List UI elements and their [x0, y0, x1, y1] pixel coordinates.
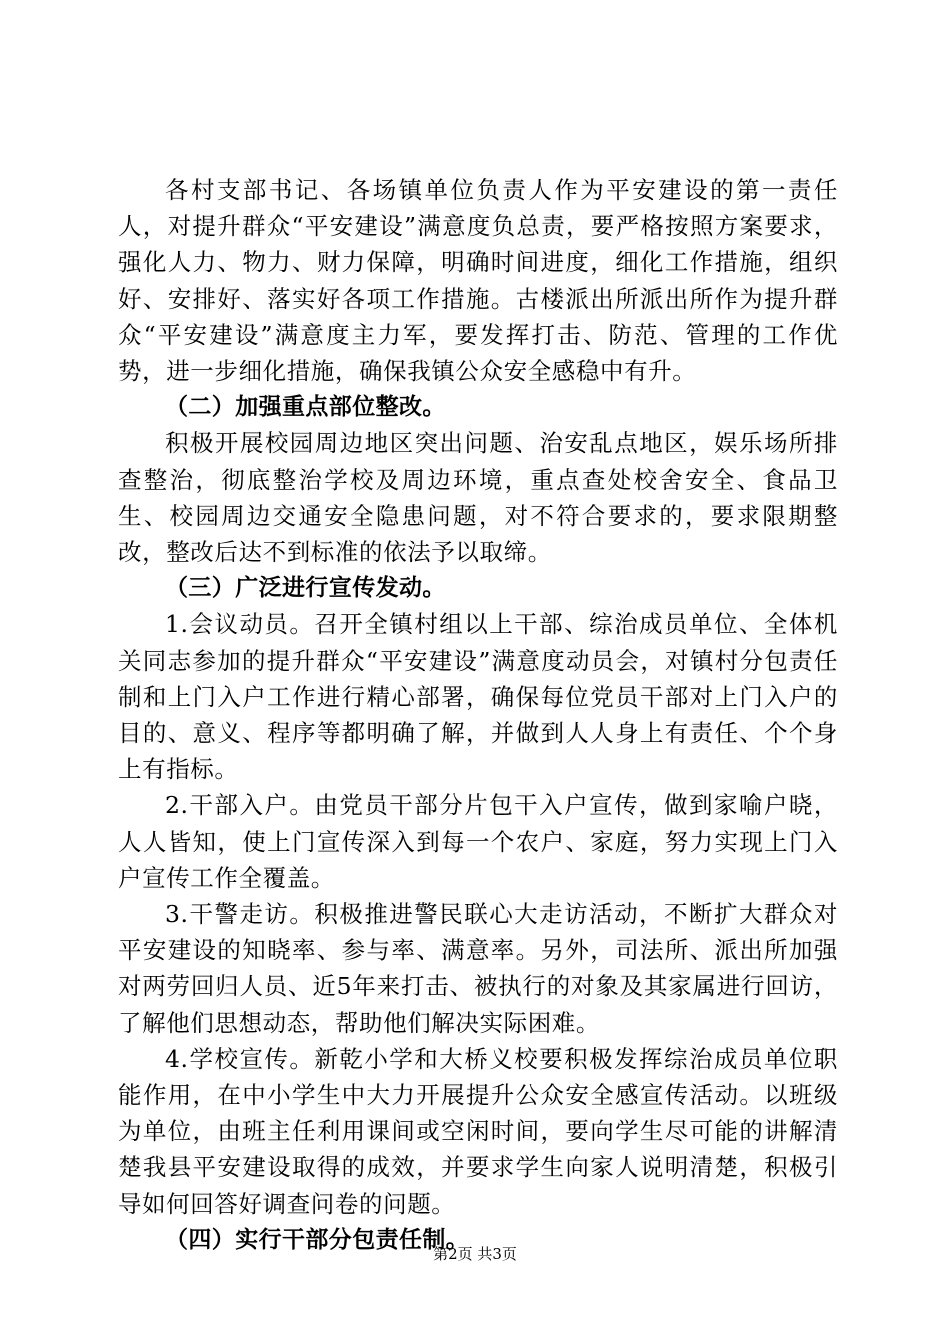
section-heading-4: （四）实行干部分包责任制。	[165, 1226, 470, 1253]
section-heading-2: （二）加强重点部位整改。	[165, 394, 446, 421]
section-heading-3: （三）广泛进行宣传发动。	[165, 575, 446, 602]
paragraph-household-visits: 2.干部入户。由党员干部分片包干入户宣传，做到家喻户晓，人人皆知，使上门宣传深入到每一个农户、家庭，努力实现上门入户宣传工作全覆盖。	[118, 791, 838, 892]
paragraph-responsibility: 各村支部书记、各场镇单位负责人作为平安建设的第一责任人，对提升群众“平安建设”满意度负总责，要严格按照方案要求，强化人力、物力、财力保障，明确时间进度，细化工作措施，组织好、安排好、落实好各项工作措施。古楼派出所派出所作为提升群众“平安建设”满意度主力军，要发挥打击、防范、管理的工作优势，进一步细化措施，确保我镇公众安全感稳中有升。	[118, 176, 838, 386]
paragraph-school-publicity: 4.学校宣传。新乾小学和大桥义校要积极发挥综治成员单位职能作用，在中小学生中大力开展提升公众安全感宣传活动。以班级为单位，由班主任利用课间或空闲时间，要向学生尽可能的讲解清楚我县平安建设取得的成效，并要求学生向家人说明清楚，积极引导如何回答好调查问卷的问题。	[118, 1044, 838, 1218]
paragraph-meeting: 1.会议动员。召开全镇村组以上干部、综治成员单位、全体机关同志参加的提升群众“平安建设”满意度动员会，对镇村分包责任制和上门入户工作进行精心部署，确保每位党员干部对上门入户的目的、意义、程序等都明确了解，并做到人人身上有责任、个个身上有指标。	[118, 610, 838, 784]
paragraph-police-visits: 3.干警走访。积极推进警民联心大走访活动，不断扩大群众对平安建设的知晓率、参与率、满意率。另外，司法所、派出所加强对两劳回归人员、近5年来打击、被执行的对象及其家属进行回访，了解他们思想动态，帮助他们解决实际困难。	[118, 900, 838, 1037]
document-body	[118, 172, 838, 1258]
page-number-footer: 第2页 共3页	[433, 1245, 517, 1263]
paragraph-key-areas: 积极开展校园周边地区突出问题、治安乱点地区，娱乐场所排查整治，彻底整治学校及周边环境，重点查处校舍安全、食品卫生、校园周边交通安全隐患问题，对不符合要求的，要求限期整改，整改后达不到标准的依法予以取缔。	[118, 429, 838, 567]
